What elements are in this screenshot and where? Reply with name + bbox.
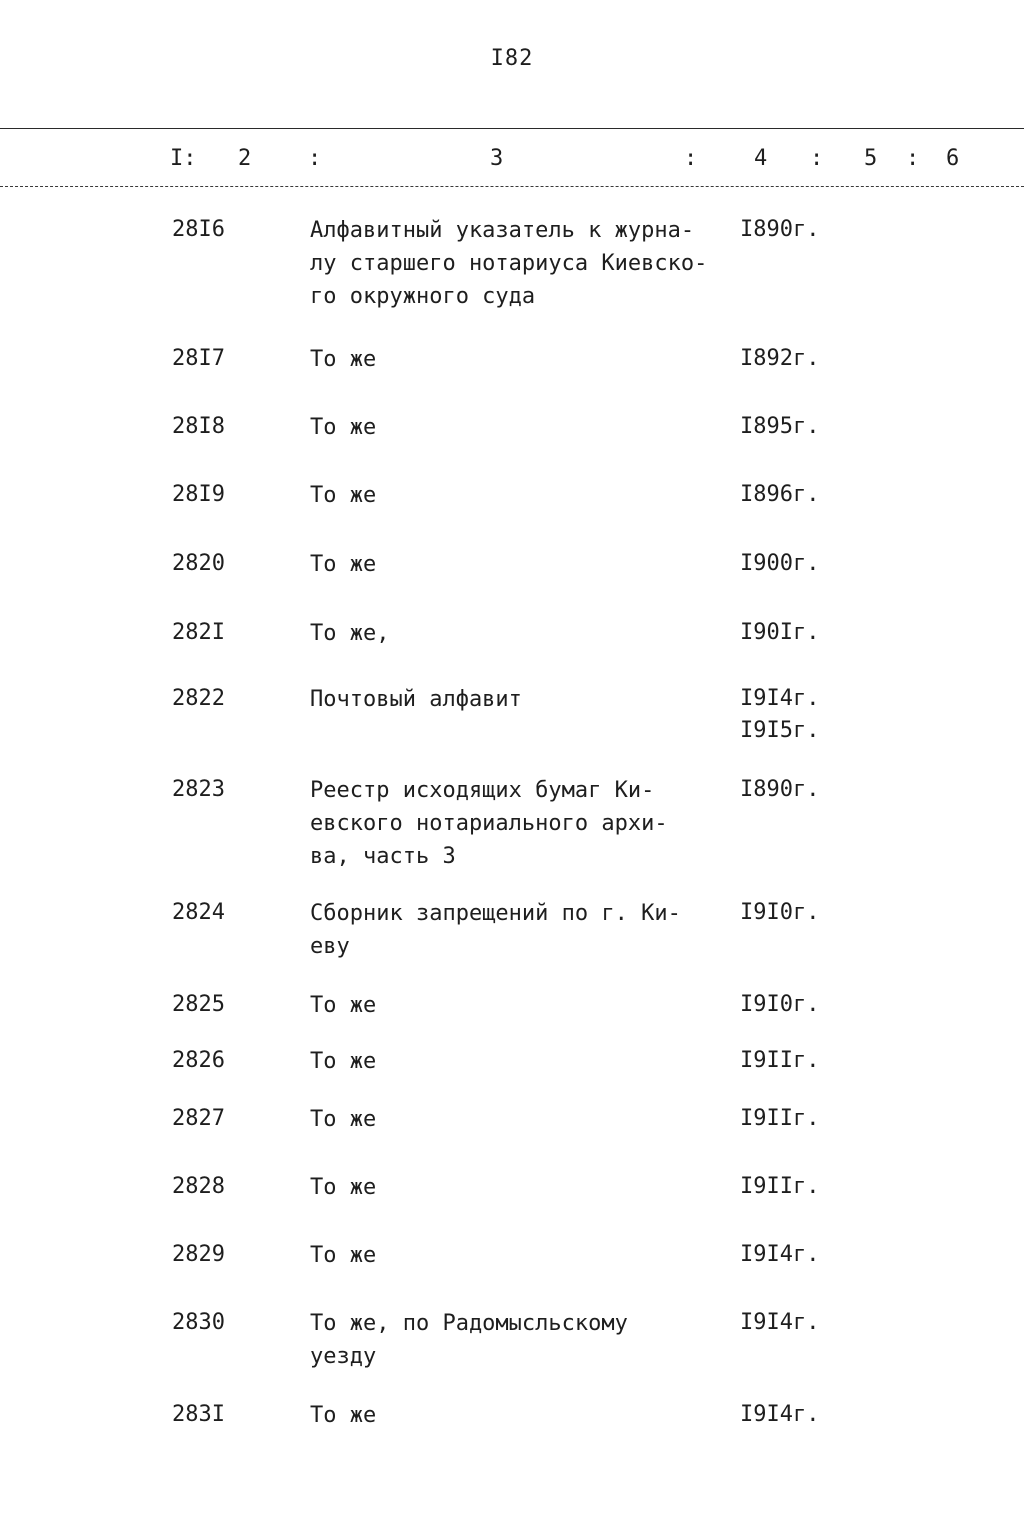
record-description: То же — [310, 415, 377, 440]
record-number: 2822 — [172, 686, 225, 711]
record-year: I890г. — [740, 777, 820, 802]
record-description: То же — [310, 552, 377, 577]
record-description: Сборник запрещений по г. Ки- еву — [310, 901, 681, 959]
record-year: I9IIг. — [740, 1174, 820, 1199]
record-number: 2825 — [172, 992, 225, 1017]
record-description: То же — [310, 1175, 377, 1200]
record-description: Алфавитный указатель к журна- лу старшего нотариуса Киевско- го окружного суда — [310, 218, 708, 309]
page-number: I82 — [490, 46, 534, 71]
record-number: 2826 — [172, 1048, 225, 1073]
record-number: 28I7 — [172, 346, 225, 371]
record-year: I9I4г. — [740, 1242, 820, 1267]
record-number: 2823 — [172, 777, 225, 802]
record-description: То же — [310, 1243, 377, 1268]
record-year: I9I4г. — [740, 1310, 820, 1335]
record-description: Реестр исходящих бумаг Ки- евского нотариального архи- ва, часть 3 — [310, 778, 668, 869]
record-year: I896г. — [740, 482, 820, 507]
record-year: I895г. — [740, 414, 820, 439]
column-separator-1: : — [308, 146, 322, 171]
record-number: 2820 — [172, 551, 225, 576]
record-year: I90Iг. — [740, 620, 820, 645]
column-separator-4: : — [906, 146, 920, 171]
record-year: I9I4г. — [740, 1402, 820, 1427]
column-separator-3: : — [810, 146, 824, 171]
record-number: 28I9 — [172, 482, 225, 507]
column-header-5: 5 — [864, 146, 878, 171]
record-year: I9IIг. — [740, 1048, 820, 1073]
record-description: То же, по Радомысльскому уезду — [310, 1311, 628, 1369]
record-year: I900г. — [740, 551, 820, 576]
header-bottom-rule — [0, 186, 1024, 187]
record-year: I890г. — [740, 217, 820, 242]
record-year: I9I0г. — [740, 900, 820, 925]
record-description: То же — [310, 993, 377, 1018]
record-year: I892г. — [740, 346, 820, 371]
record-description: То же — [310, 347, 377, 372]
record-number: 283I — [172, 1402, 225, 1427]
column-header-2: 2 — [238, 146, 252, 171]
record-description: Почтовый алфавит — [310, 687, 522, 712]
record-description: То же — [310, 483, 377, 508]
record-description: То же, — [310, 621, 390, 646]
record-number: 28I8 — [172, 414, 225, 439]
record-year: I9IIг. — [740, 1106, 820, 1131]
record-number: 2824 — [172, 900, 225, 925]
header-top-rule — [0, 128, 1024, 129]
record-number: 28I6 — [172, 217, 225, 242]
record-description: То же — [310, 1049, 377, 1074]
record-description: То же — [310, 1107, 377, 1132]
record-number: 282I — [172, 620, 225, 645]
column-header-4: 4 — [754, 146, 768, 171]
record-number: 2829 — [172, 1242, 225, 1267]
record-number: 2830 — [172, 1310, 225, 1335]
column-header-6: 6 — [946, 146, 960, 171]
record-year: I9I0г. — [740, 992, 820, 1017]
column-separator-2: : — [684, 146, 698, 171]
record-number: 2828 — [172, 1174, 225, 1199]
column-header-3: 3 — [490, 146, 504, 171]
record-year: I9I4г. I9I5г. — [740, 686, 820, 743]
column-header-1: I: — [170, 146, 197, 171]
record-description: То же — [310, 1403, 377, 1428]
record-number: 2827 — [172, 1106, 225, 1131]
